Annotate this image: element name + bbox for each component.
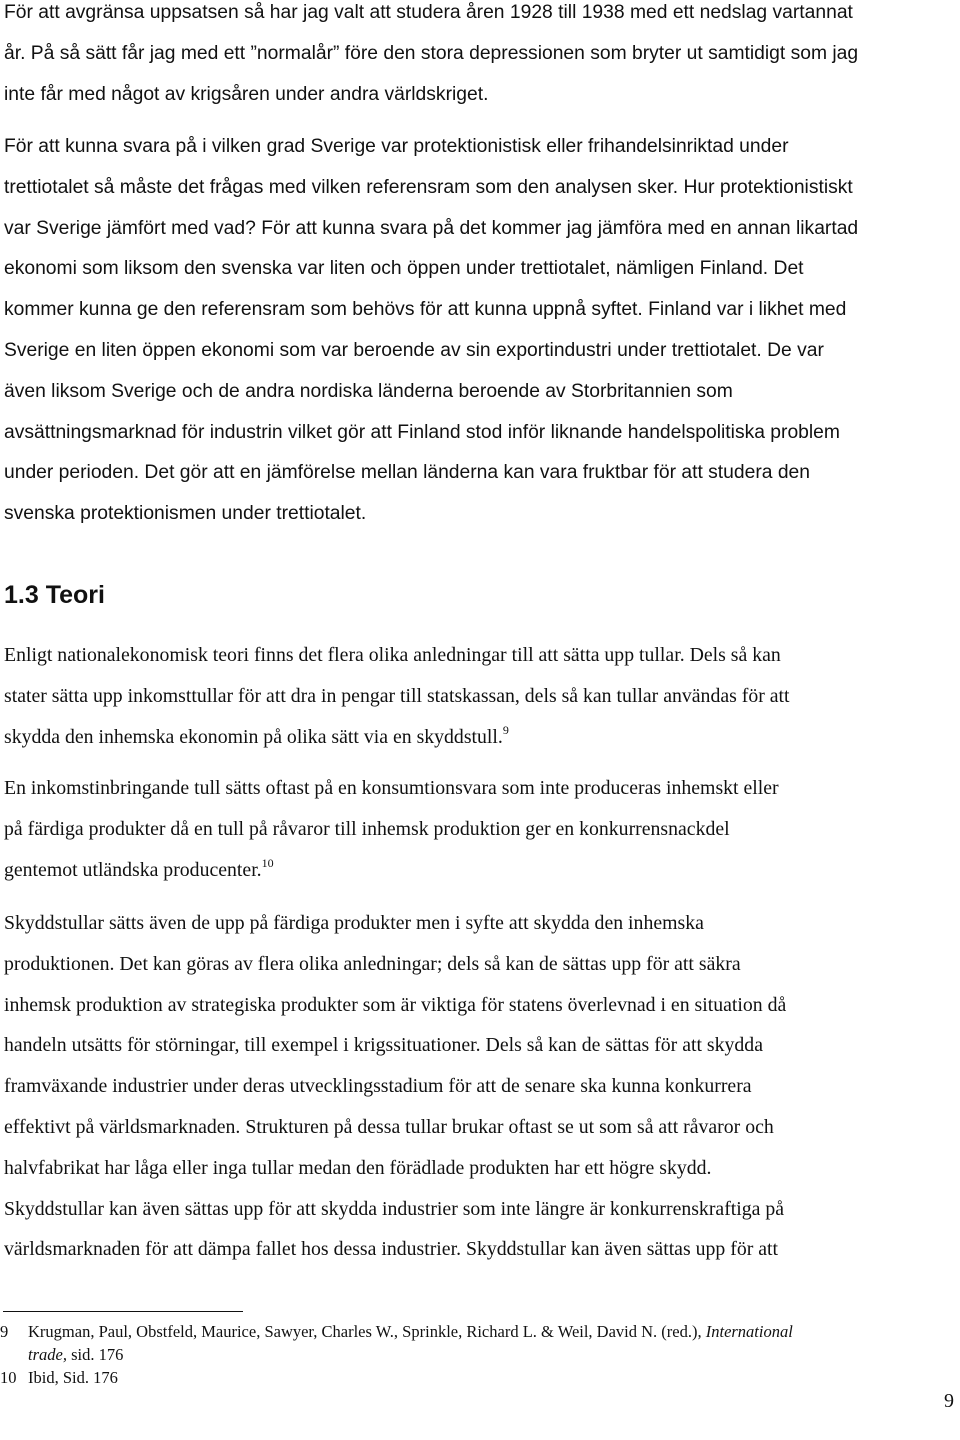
text-line: svenska protektionismen under trettiotalet. — [4, 503, 367, 525]
text-line: världsmarknaden för att dämpa fallet hos dessa industrier. Skyddstullar kan även sättas upp för att — [4, 1238, 779, 1261]
text-line: handeln utsätts för störningar, till exempel i krigssituationer. Dels så kan de sättas för att skydda — [4, 1034, 763, 1057]
paragraph-scope — [4, 0, 858, 115]
text-line: För att kunna svara på i vilken grad Sverige var protektionistisk eller frihandelsinriktad under — [4, 136, 789, 157]
paragraph-revenue-tariff — [4, 768, 779, 892]
text-line: Skyddstullar kan även sättas upp för att skydda industrier som inte längre är konkurrenskraftiga på — [4, 1197, 785, 1220]
text-line: år. På så sätt får jag med ett ”normalår” före den stora depressionen som bryter ut samtidigt som jag — [4, 42, 859, 64]
text-line: ekonomi som liksom den svenska var liten och öppen under trettiotalet, nämligen Finland. Det — [4, 258, 804, 280]
footnote-citation: Krugman, Paul, Obstfeld, Maurice, Sawyer, Charles W., Sprinkle, Richard L. & Weil, David N. (red.), — [28, 1322, 702, 1341]
text-line: Enligt nationalekonomisk teori finns det flera olika anledningar till att sätta upp tullar. Dels så kan — [4, 644, 781, 666]
text-line — [4, 850, 779, 893]
footnote-9 — [0, 1320, 956, 1366]
paragraph-protective-tariff — [4, 903, 786, 1270]
footnote-separator — [3, 1311, 243, 1312]
paragraph-theory-intro — [4, 635, 790, 759]
text-line: avsättningsmarknad för industrin vilket gör att Finland stod inför liknande handelspolitiska problem — [4, 421, 840, 443]
footnote-title: International — [705, 1322, 793, 1341]
text-line: En inkomstinbringande tull sätts oftast på en konsumtionsvara som inte produceras inhemskt eller — [4, 777, 779, 799]
text-line: var Sverige jämfört med vad? För att kunna svara på det kommer jag jämföra med en annan likartad — [4, 217, 859, 239]
text-line: på färdiga produkter då en tull på råvaror till inhemsk produktion ger en konkurrensnackdel — [4, 817, 730, 840]
section-heading: 1.3 Teori — [4, 581, 105, 609]
footnote-reference: 9 — [502, 722, 509, 737]
footnote-number: 10 — [0, 1368, 17, 1387]
text-line: inhemsk produktion av strategiska produkter som är viktiga för statens överlevnad i en situation då — [4, 993, 787, 1016]
text-line-content: gentemot utländska producenter. — [4, 858, 262, 881]
text-line: även liksom Sverige och de andra nordiska länderna beroende av Storbritannien som — [4, 380, 733, 402]
text-line: framväxande industrier under deras utvecklingsstadium för att de senare ska kunna konkurrera — [4, 1075, 752, 1098]
footnote-text: Ibid, Sid. 176 — [28, 1368, 118, 1387]
paragraph-reference-frame — [4, 127, 858, 535]
text-line: under perioden. Det gör att en jämförelse mellan länderna kan vara fruktbar för att studera den — [4, 462, 810, 484]
footnote-text — [28, 1320, 793, 1366]
text-line: halvfabrikat har låga eller inga tullar medan den förädlade produkten har ett högre skydd. — [4, 1156, 712, 1179]
text-line: Skyddstullar sätts även de upp på färdiga produkter men i syfte att skydda den inhemska — [4, 912, 704, 934]
text-line: För att avgränsa uppsatsen så har jag valt att studera åren 1928 till 1938 med ett nedslag vartannat — [4, 2, 853, 23]
footnote-reference: 10 — [261, 855, 274, 870]
footnote-title-continued: trade, — [28, 1345, 67, 1364]
footnote-page-ref: sid. 176 — [71, 1345, 124, 1364]
text-line — [4, 717, 790, 760]
text-line: inte får med något av krigsåren under andra världskriget. — [4, 83, 489, 105]
text-line: stater sätta upp inkomsttullar för att dra in pengar till statskassan, dels så kan tullar användas för att — [4, 684, 790, 707]
text-line: produktionen. Det kan göras av flera olika anledningar; dels så kan de sättas upp för att säkra — [4, 952, 741, 975]
text-line: trettiotalet så måste det frågas med vilken referensram som den analysen sker. Hur protektionistiskt — [4, 176, 853, 198]
text-line: kommer kunna ge den referensram som behövs för att kunna uppnå syftet. Finland var i likhet med — [4, 299, 847, 321]
text-line: Sverige en liten öppen ekonomi som var beroende av sin exportindustri under trettiotalet. De var — [4, 339, 824, 361]
footnote-number: 9 — [0, 1322, 9, 1341]
page-number: 9 — [944, 1390, 954, 1412]
footnote-10 — [0, 1366, 400, 1389]
text-line-content: skydda den inhemska ekonomin på olika sätt via en skyddstull. — [4, 725, 503, 748]
text-line: effektivt på världsmarknaden. Strukturen på dessa tullar brukar oftast se ut som så att råvaror och — [4, 1115, 774, 1138]
